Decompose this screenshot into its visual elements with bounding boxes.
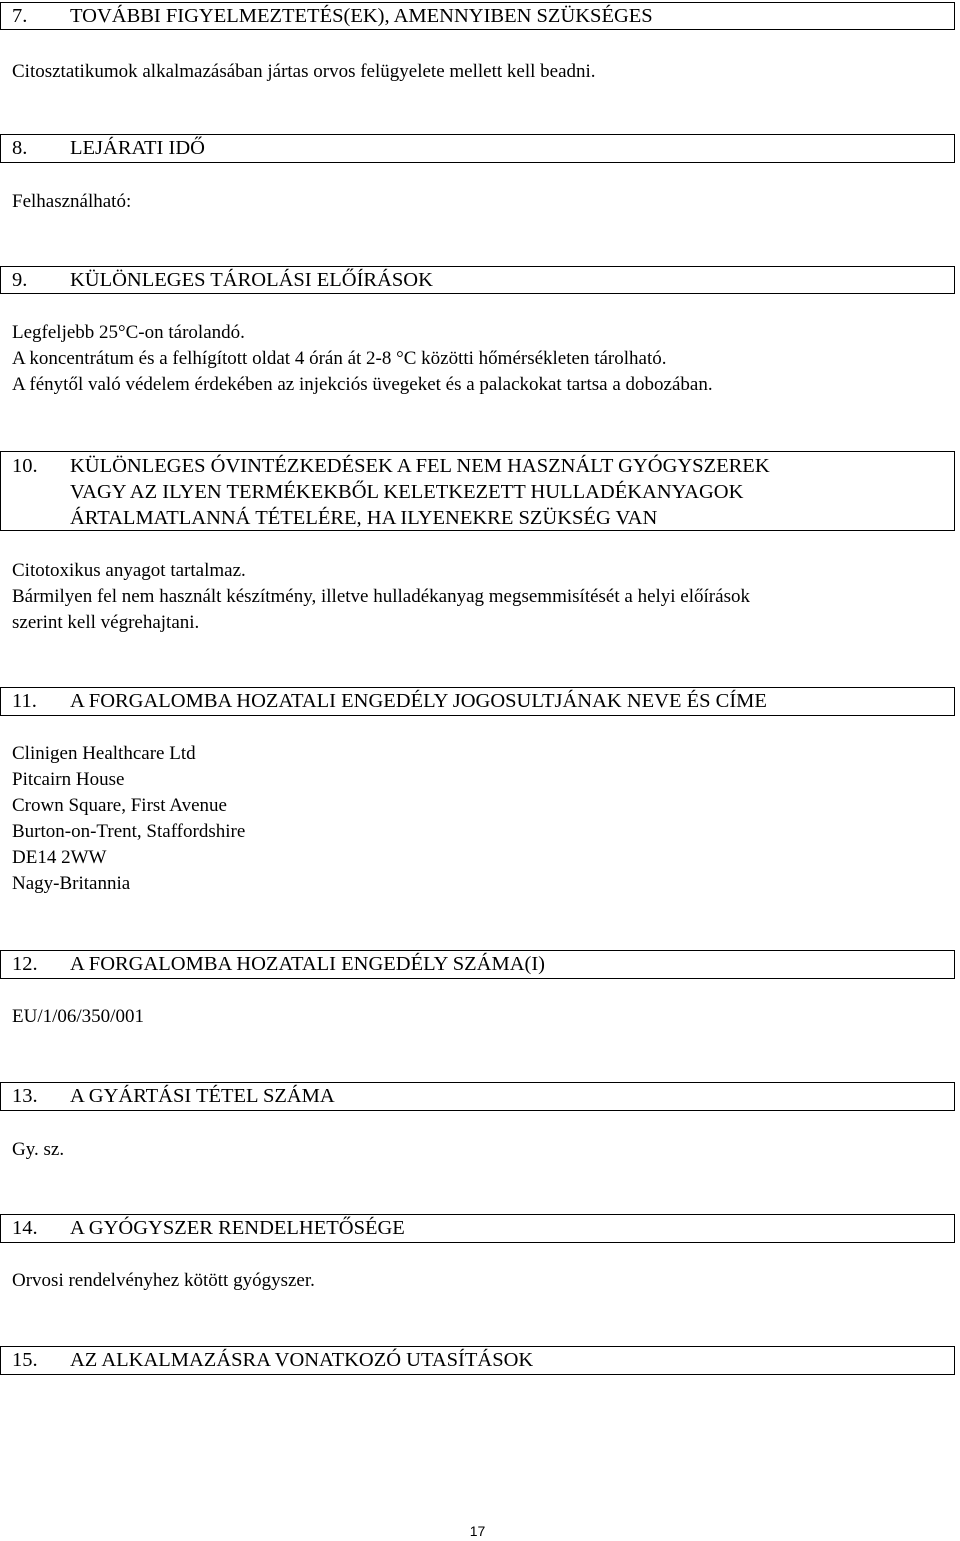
body-line: Nagy-Britannia: [12, 873, 131, 894]
body-line: Bármilyen fel nem használt készítmény, illetve hulladékanyag megsemmisítését a helyi előírások: [12, 586, 750, 607]
body-line: A koncentrátum és a felhígított oldat 4 órán át 2-8 °C közötti hőmérsékleten tárolható.: [12, 348, 667, 369]
section-number: 14.: [12, 1217, 38, 1239]
section-number: 11.: [12, 690, 37, 712]
section-title: KÜLÖNLEGES TÁROLÁSI ELŐÍRÁSOK: [70, 269, 433, 291]
section-title: LEJÁRATI IDŐ: [70, 137, 205, 159]
section-number: 10.: [12, 455, 38, 477]
section-12-body: [12, 1004, 144, 1030]
body-line: szerint kell végrehajtani.: [12, 612, 200, 633]
section-11-body: [12, 741, 245, 897]
section-title-line: KÜLÖNLEGES ÓVINTÉZKEDÉSEK A FEL NEM HASZNÁLT GYÓGYSZEREK: [70, 455, 770, 477]
section-9-heading: [12, 267, 433, 293]
section-8-body: [12, 189, 131, 215]
body-line: Burton-on-Trent, Staffordshire: [12, 821, 246, 842]
section-title: A FORGALOMBA HOZATALI ENGEDÉLY JOGOSULTJÁNAK NEVE ÉS CÍME: [70, 690, 767, 712]
body-line: DE14 2WW: [12, 847, 107, 868]
section-7-body: [12, 59, 596, 85]
section-title: AZ ALKALMAZÁSRA VONATKOZÓ UTASÍTÁSOK: [70, 1349, 534, 1371]
page-number: 17: [469, 1523, 486, 1539]
section-title: A GYÓGYSZER RENDELHETŐSÉGE: [70, 1217, 405, 1239]
body-line: Orvosi rendelvényhez kötött gyógyszer.: [12, 1270, 315, 1291]
section-14-body: [12, 1268, 315, 1294]
section-title-line: ÁRTALMATLANNÁ TÉTELÉRE, HA ILYENEKRE SZÜKSÉG VAN: [70, 507, 658, 529]
section-number: 12.: [12, 953, 38, 975]
section-15-heading: [12, 1347, 533, 1373]
body-line: Felhasználható:: [12, 191, 132, 212]
section-title-line: VAGY AZ ILYEN TERMÉKEKBŐL KELETKEZETT HULLADÉKANYAGOK: [70, 481, 744, 503]
body-line: Pitcairn House: [12, 769, 125, 790]
section-number: 15.: [12, 1349, 38, 1371]
section-10-heading: [12, 453, 770, 531]
body-line: Clinigen Healthcare Ltd: [12, 743, 196, 764]
section-13-body: [12, 1137, 64, 1163]
body-line: Legfeljebb 25°C-on tárolandó.: [12, 322, 245, 343]
section-title: TOVÁBBI FIGYELMEZTETÉS(EK), AMENNYIBEN SZÜKSÉGES: [70, 5, 653, 27]
section-number: 9.: [12, 269, 28, 291]
section-7-heading: [12, 3, 653, 29]
section-title: A FORGALOMBA HOZATALI ENGEDÉLY SZÁMA(I): [70, 953, 545, 975]
section-number: 8.: [12, 137, 28, 159]
body-line: Citotoxikus anyagot tartalmaz.: [12, 560, 246, 581]
section-8-heading: [12, 135, 205, 161]
body-line: EU/1/06/350/001: [12, 1006, 144, 1027]
body-line: A fénytől való védelem érdekében az injekciós üvegeket és a palackokat tartsa a dobozában.: [12, 374, 713, 395]
section-9-body: [12, 320, 713, 398]
section-number: 7.: [12, 5, 28, 27]
section-12-heading: [12, 951, 545, 977]
section-14-heading: [12, 1215, 405, 1241]
section-10-body: [12, 558, 750, 636]
body-line: Citosztatikumok alkalmazásában jártas orvos felügyelete mellett kell beadni.: [12, 61, 596, 82]
body-line: Gy. sz.: [12, 1139, 65, 1160]
section-title: A GYÁRTÁSI TÉTEL SZÁMA: [70, 1085, 335, 1107]
section-number: 13.: [12, 1085, 38, 1107]
section-11-heading: [12, 688, 767, 714]
section-13-heading: [12, 1083, 335, 1109]
body-line: Crown Square, First Avenue: [12, 795, 227, 816]
